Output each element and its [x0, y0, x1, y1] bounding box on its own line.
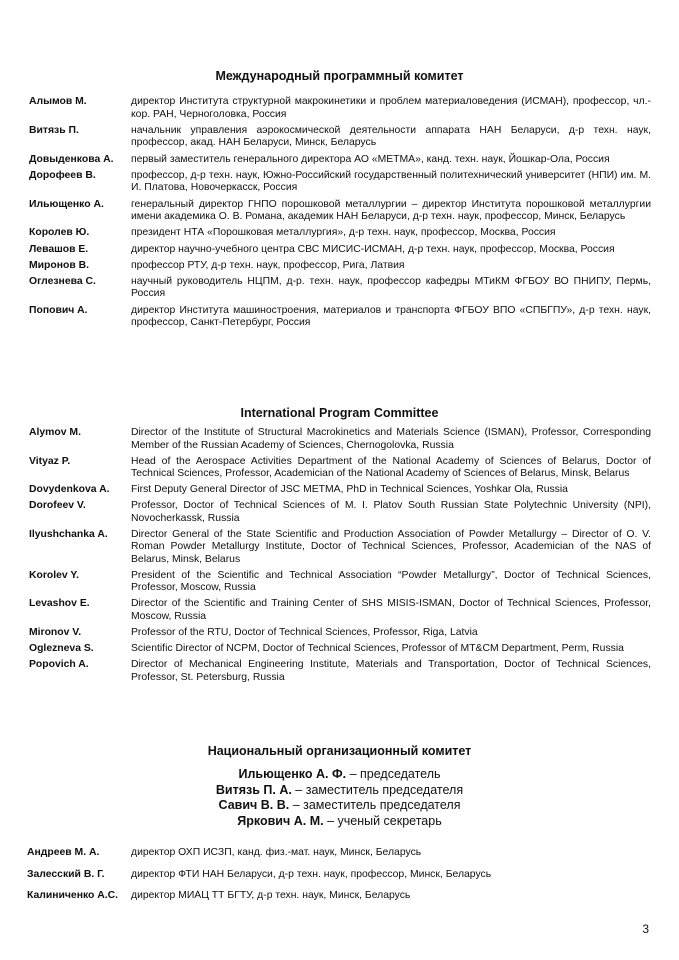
- officer-role: – председатель: [346, 767, 441, 781]
- member-description: директор научно-учебного центра СВС МИСИС-ИСМАН, д-р техн. наук, профессор, Москва, Россия: [131, 243, 615, 255]
- officer-name: Витязь П. А.: [215, 782, 292, 797]
- member-name: Korolev Y.: [29, 569, 80, 581]
- committee-entry: [29, 456, 651, 481]
- committee-entry: [29, 659, 651, 684]
- member-name: Миронов В.: [29, 259, 90, 271]
- committee-entry: [29, 570, 651, 595]
- member-description: Professor of the RTU, Doctor of Technical Sciences, Professor, Riga, Latvia: [131, 627, 478, 639]
- officer-line: [0, 767, 679, 783]
- committee-entry: [29, 276, 651, 301]
- member-name: Левашов Е.: [29, 243, 89, 255]
- org-member-entry: [27, 847, 657, 860]
- member-description: Director of the Institute of Structural Macrokinetics and Materials Science (ISMAN), Professor, Corresponding Member of the Russian Academy of Sciences, Chernogolovka, Russia: [131, 427, 651, 451]
- member-description: научный руководитель НЦПМ, д-р. техн. наук, профессор кафедры МТиКМ ФГБОУ ВО ПНИПУ, Пермь, Россия: [131, 275, 651, 300]
- org-member-entry: [27, 869, 657, 882]
- committee-entry: [29, 125, 651, 150]
- member-name: Vityaz P.: [29, 455, 71, 467]
- officer-line: [0, 814, 679, 830]
- committee-entry: [29, 227, 651, 240]
- member-name: Довыденкова А.: [29, 153, 114, 165]
- officer-name: Савич В. В.: [218, 798, 290, 812]
- member-description: директор ОХП ИСЗП, канд. физ.-мат. наук, Минск, Беларусь: [131, 847, 422, 858]
- org-committee-members: [27, 847, 657, 912]
- en-committee-title: International Program Committee: [240, 406, 439, 420]
- officer-role: – заместитель председателя: [289, 798, 461, 812]
- committee-entry: [29, 427, 651, 452]
- member-name: Попович А.: [29, 304, 88, 316]
- officer-line: [0, 798, 679, 814]
- member-description: Head of the Aerospace Activities Department of the National Academy of Sciences of Belarus, Doctor of Technical Sciences, Professor, Academician of the National Academy of Sciences of Belarus, Minsk, Belarus: [131, 455, 651, 480]
- member-name: Ильющенко А.: [29, 198, 104, 210]
- member-description: President of the Scientific and Technical Association “Powder Metallurgy”, Doctor of Technical Sciences, Professor, Moscow, Russia: [131, 569, 651, 594]
- member-description: Scientific Director of NCPM, Doctor of Technical Sciences, Professor of MT&CM Department, Perm, Russia: [131, 643, 624, 655]
- en-committee-list: [29, 427, 651, 688]
- member-description: профессор РТУ, д-р техн. наук, профессор, Рига, Латвия: [131, 259, 405, 271]
- member-name: Alymov M.: [29, 427, 81, 438]
- committee-entry: [29, 199, 651, 224]
- ru-committee-title: Международный программный комитет: [215, 69, 464, 83]
- member-description: директор Института структурной макрокинетики и проблем материаловедения (ИСМАН), профессор, чл.-кор. РАН, Черноголовка, Россия: [131, 96, 651, 120]
- page-number: 3: [642, 922, 649, 936]
- committee-entry: [29, 598, 651, 623]
- org-committee-title: Национальный организационный комитет: [207, 744, 472, 758]
- member-description: начальник управления аэрокосмической деятельности аппарата НАН Беларуси, д-р техн. наук, профессор, акад. НАН Беларуси, Минск, Беларусь: [131, 124, 651, 149]
- officer-role: – заместитель председателя: [291, 782, 464, 797]
- member-name: Андреев М. А.: [27, 847, 100, 858]
- committee-entry: [29, 500, 651, 525]
- committee-entry: [29, 484, 651, 497]
- committee-entry: [29, 260, 651, 273]
- committee-entry: [29, 154, 651, 167]
- member-description: Director of Mechanical Engineering Institute, Materials and Transportation, Doctor of Technical Sciences, Professor, St. Petersburg, Russia: [131, 659, 651, 683]
- member-name: Popovich A.: [29, 659, 89, 671]
- member-description: Professor, Doctor of Technical Sciences of M. I. Platov South Russian State Polytechnic University (NPI), Novocherkassk, Russia: [131, 500, 651, 524]
- member-description: профессор, д-р техн. наук, Южно-Российский государственный политехнический университет (НПИ) им. М. И. Платова, Новочеркасск, Россия: [131, 169, 651, 194]
- member-description: директор ФТИ НАН Беларуси, д-р техн. наук, профессор, Минск, Беларусь: [131, 868, 492, 880]
- member-name: Дорофеев В.: [29, 169, 96, 181]
- member-description: First Deputy General Director of JSC METMA, PhD in Technical Sciences, Yoshkar Ola, Russia: [131, 484, 568, 496]
- committee-entry: [29, 170, 651, 195]
- committee-entry: [29, 305, 651, 330]
- member-name: Levashov E.: [29, 598, 90, 610]
- member-name: Залесский В. Г.: [27, 868, 105, 880]
- member-description: первый заместитель генерального директора АО «МЕТМА», канд. техн. наук, Йошкар-Ола, Россия: [131, 153, 610, 165]
- member-name: Витязь П.: [29, 124, 79, 136]
- officer-name: Яркович А. М.: [237, 813, 324, 828]
- member-name: Dovydenkova A.: [29, 484, 110, 496]
- committee-entry: [29, 244, 651, 257]
- committee-entry: [29, 627, 651, 640]
- officer-role: – ученый секретарь: [323, 813, 442, 828]
- officer-line: [0, 783, 679, 799]
- member-name: Dorofeev V.: [29, 500, 86, 512]
- member-name: Калиниченко А.С.: [27, 890, 119, 902]
- member-description: директор Института машиностроения, материалов и транспорта ФГБОУ ВПО «СПБГПУ», д-р техн. наук, профессор, Санкт-Петербург, Россия: [131, 304, 651, 329]
- org-member-entry: [27, 890, 657, 903]
- committee-entry: [29, 96, 651, 121]
- member-name: Ilyushchanka A.: [29, 528, 108, 540]
- org-committee-officers: [0, 767, 679, 829]
- member-description: директор МИАЦ ТТ БГТУ, д-р техн. наук, Минск, Беларусь: [131, 890, 411, 902]
- officer-name: Ильющенко А. Ф.: [238, 767, 347, 781]
- member-name: Королев Ю.: [29, 227, 90, 239]
- member-description: президент НТА «Порошковая металлургия», д-р техн. наук, профессор, Москва, Россия: [131, 227, 556, 239]
- ru-committee-list: [29, 96, 651, 333]
- member-name: Ogleznevа S.: [29, 643, 94, 655]
- member-name: Алымов М.: [29, 96, 87, 107]
- member-name: Mironov V.: [29, 627, 82, 639]
- member-description: генеральный директор ГНПО порошковой металлургии – директор Института порошковой металлургии имени академика О. В. Романа, академик НАН Беларуси, д-р техн. наук, профессор, Минск, Беларусь: [131, 198, 651, 223]
- member-name: Оглезнева С.: [29, 275, 96, 287]
- committee-entry: [29, 643, 651, 656]
- member-description: Director of the Scientific and Training Center of SHS MISIS-ISMAN, Doctor of Technical Sciences, Professor, Moscow, Russia: [131, 598, 651, 623]
- member-description: Director General of the State Scientific and Production Association of Powder Metallurgy – Director of O. V. Roman Powder Metallurgy Institute, Doctor of Technical Sciences, Professor, Academician of the NAS of Belarus, Minsk, Belarus: [131, 528, 651, 565]
- committee-entry: [29, 529, 651, 567]
